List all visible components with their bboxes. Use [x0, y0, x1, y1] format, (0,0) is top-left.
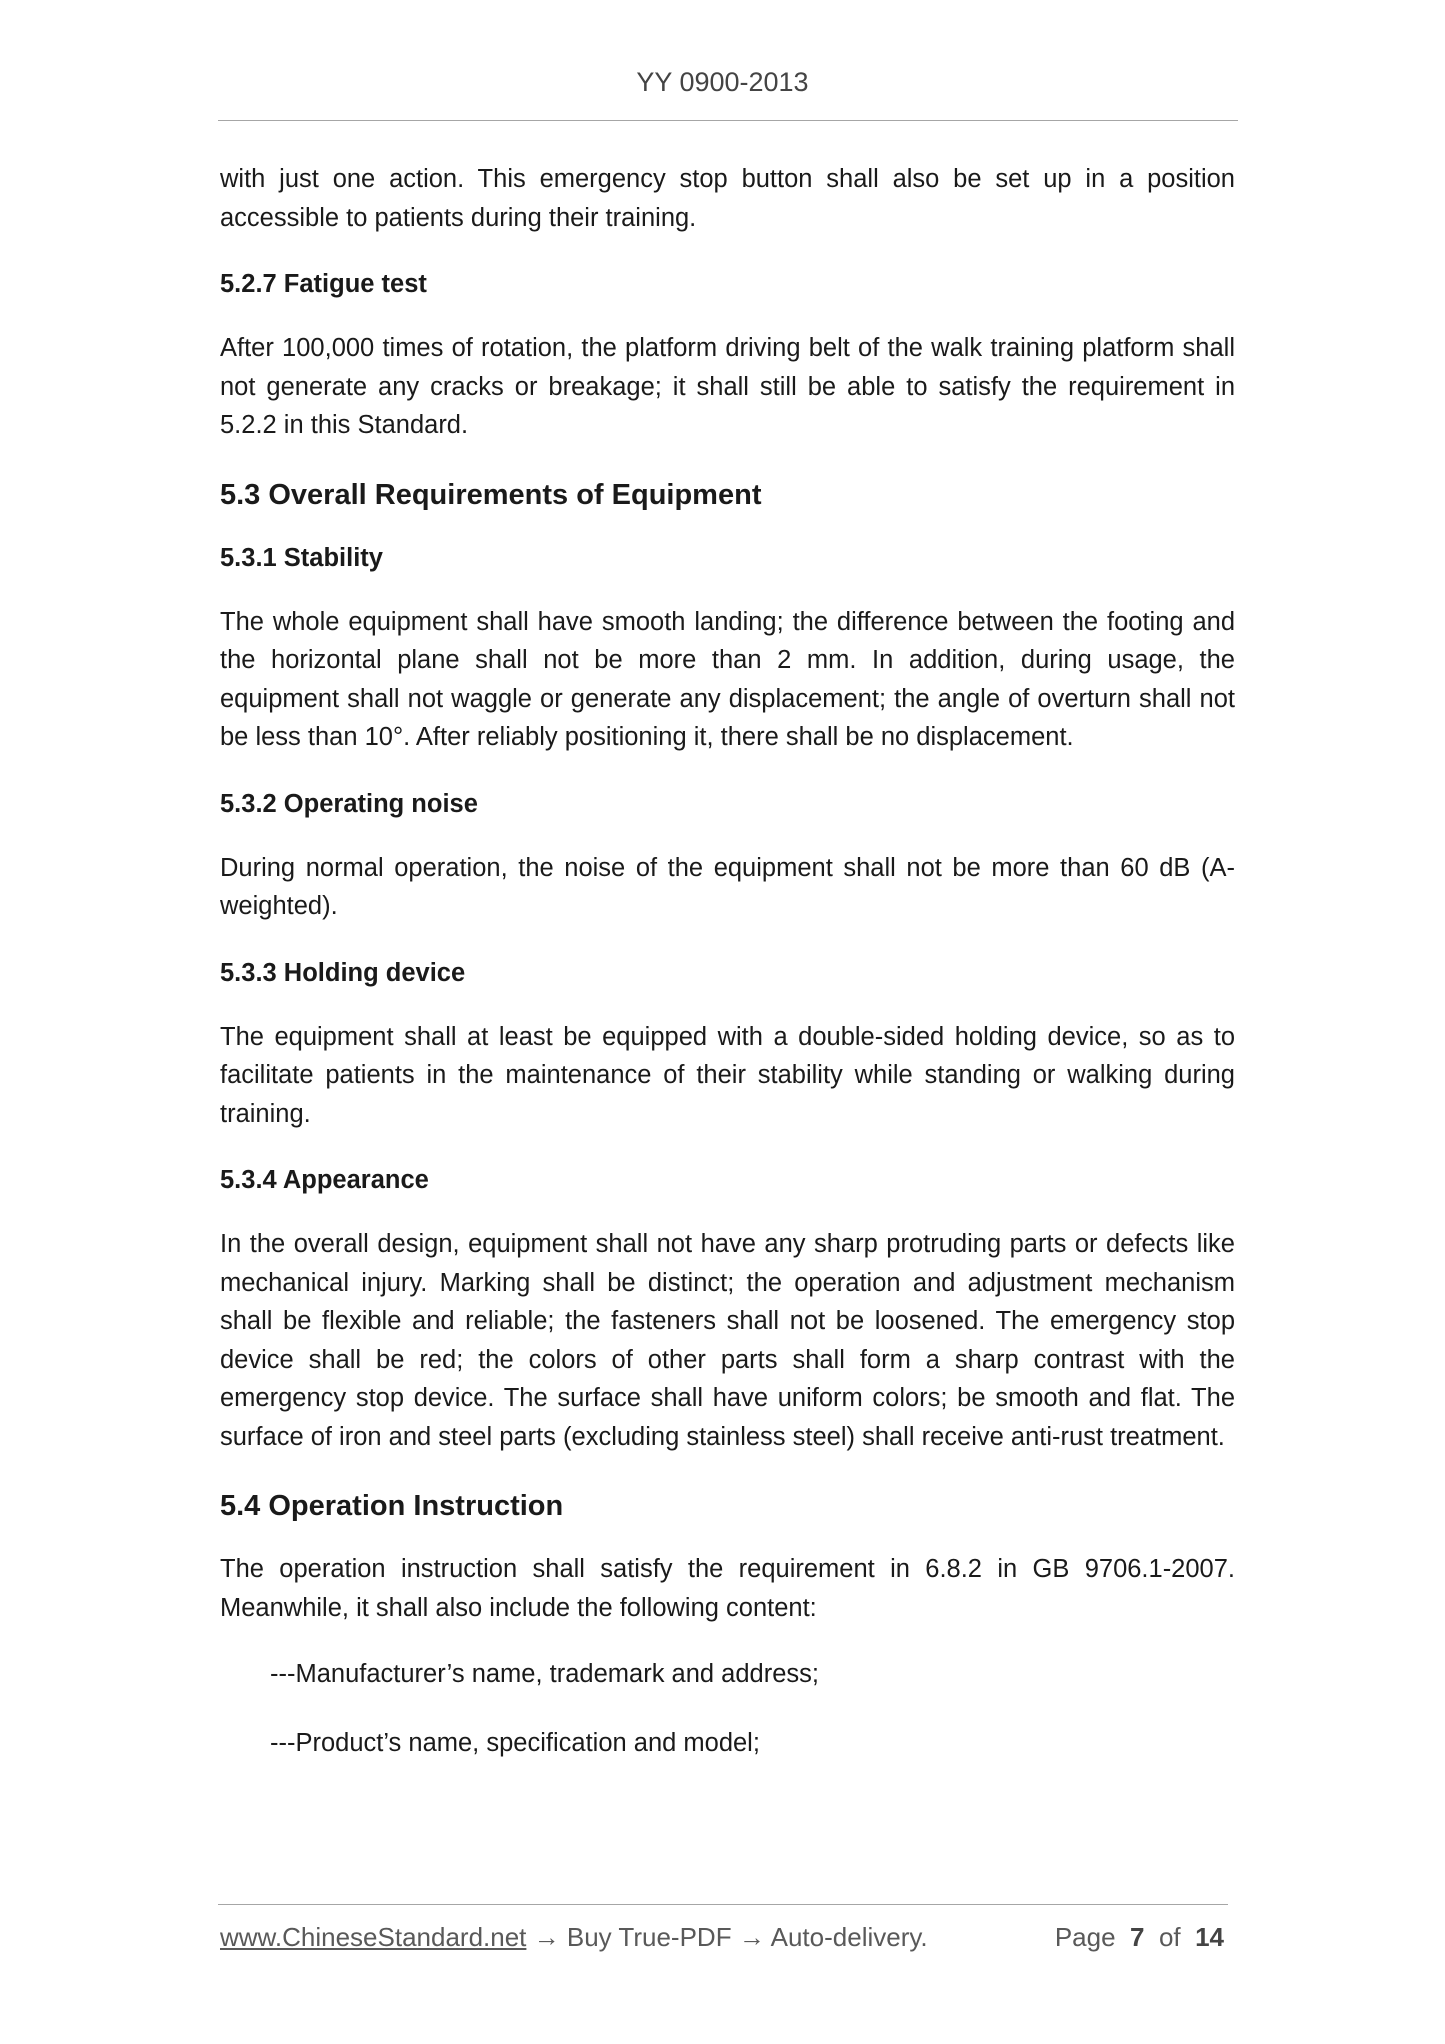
paragraph-5-4: The operation instruction shall satisfy the requirement in 6.8.2 in GB 9706.1-2007. Meanwhile, it shall also include the following content:	[220, 1555, 1235, 1622]
heading-5-2-7: 5.2.7 Fatigue test	[220, 270, 427, 298]
paragraph-5-3-4: In the overall design, equipment shall not have any sharp protruding parts or defects like mechanical injury. Marking shall be distinct; the operation and adjustment mechanism shall be flexible and reliable; the fasteners shall not be loosened. The emergency stop device shall be red; the colors of other parts shall form a sharp contrast with the emergency stop device. The surface shall have uniform colors; be smooth and flat. The surface of iron and steel parts (excluding stainless steel) shall receive anti-rust treatment.	[220, 1230, 1235, 1451]
list-item-manufacturer: ---Manufacturer’s name, trademark and address;	[270, 1660, 819, 1688]
page-number: 7	[1130, 1922, 1145, 1952]
heading-5-3-1: 5.3.1 Stability	[220, 543, 383, 572]
footer-promo	[220, 1922, 928, 1953]
paragraph-5-3-3: The equipment shall at least be equipped with a double-sided holding device, so as to facilitate patients in the maintenance of their stability while standing or walking during training.	[220, 1022, 1235, 1128]
page-footer	[220, 1922, 1230, 1962]
of-label: of	[1158, 1922, 1181, 1952]
heading-5-3: 5.3 Overall Requirements of Equipment	[220, 478, 762, 511]
footer-divider	[218, 1904, 1228, 1905]
paragraph-5-3-2: During normal operation, the noise of the equipment shall not be more than 60 dB (A-weighted).	[220, 853, 1235, 920]
page-label: Page	[1054, 1922, 1116, 1952]
buy-true-pdf-text: Buy True-PDF	[566, 1922, 732, 1952]
heading-5-4: 5.4 Operation Instruction	[220, 1490, 564, 1522]
paragraph-5-3-1: The whole equipment shall have smooth landing; the difference between the footing and the horizontal plane shall not be more than 2 mm. In addition, during usage, the equipment shall not waggle or generate any displacement; the angle of overturn shall not be less than 10°. After reliably positioning it, there shall be no displacement.	[220, 607, 1235, 751]
page-body	[220, 160, 1235, 1792]
site-link[interactable]: www.ChineseStandard.net	[220, 1922, 527, 1952]
heading-5-3-3: 5.3.3 Holding device	[220, 958, 466, 987]
header-divider	[218, 120, 1238, 121]
heading-5-3-4: 5.3.4 Appearance	[220, 1166, 429, 1194]
continued-paragraph: with just one action. This emergency stop button shall also be set up in a position accessible to patients during their training.	[220, 165, 1235, 232]
arrow-right-icon: →	[533, 1922, 560, 1952]
page-indicator	[1055, 1922, 1224, 1953]
list-item-product: ---Product’s name, specification and model;	[270, 1728, 760, 1757]
paragraph-5-2-7: After 100,000 times of rotation, the platform driving belt of the walk training platform shall not generate any cracks or breakage; it shall still be able to satisfy the requirement in 5.2.2 in this Standard.	[220, 334, 1235, 439]
heading-5-3-2: 5.3.2 Operating noise	[220, 789, 478, 818]
document-code: YY 0900-2013	[636, 67, 809, 97]
total-pages: 14	[1195, 1922, 1224, 1952]
arrow-right-icon: →	[738, 1922, 765, 1952]
auto-delivery-text: Auto-delivery.	[770, 1922, 928, 1952]
